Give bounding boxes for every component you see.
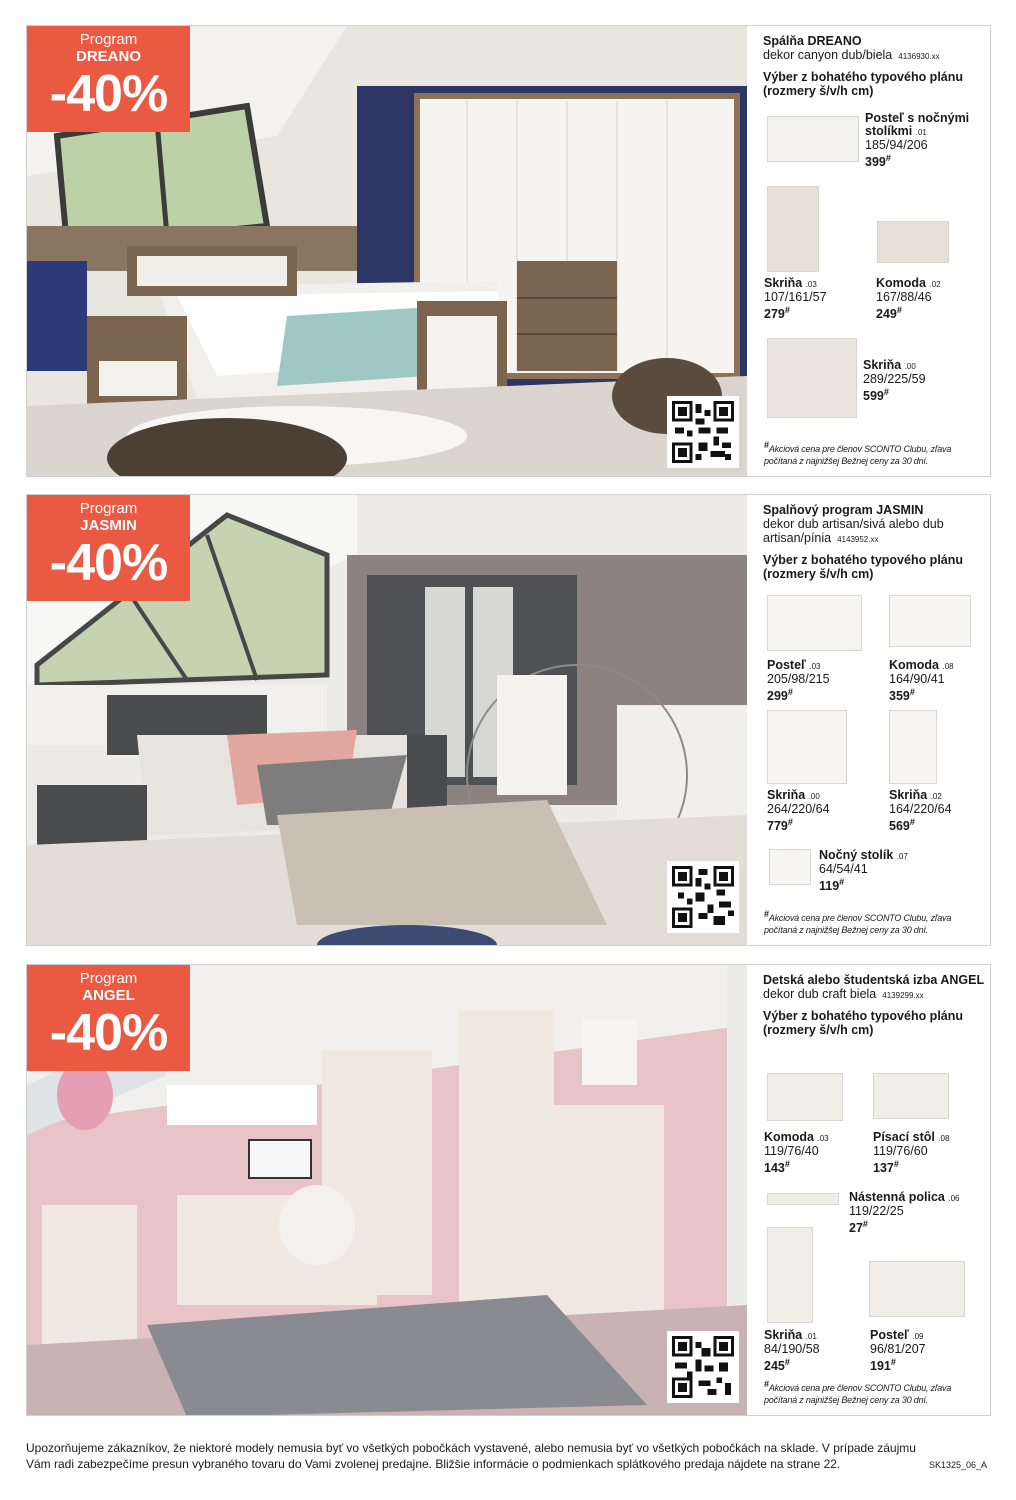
badge-discount: -40%	[49, 1004, 168, 1062]
price-value: 779	[767, 819, 788, 834]
product-image-desk[interactable]	[873, 1073, 949, 1119]
product-code: .00	[808, 792, 820, 801]
product-price	[889, 816, 989, 833]
product-image-bed[interactable]	[767, 116, 859, 162]
program-panel-dreano	[26, 25, 991, 477]
discount-badge	[27, 965, 190, 1071]
decor-text: dekor canyon dub/biela	[763, 48, 893, 62]
price-value: 249	[876, 307, 897, 322]
product-item	[849, 1191, 989, 1235]
article-code: 4139299.xx	[882, 991, 924, 1000]
price-value: 137	[873, 1161, 894, 1176]
program-info	[763, 503, 985, 581]
article-code: 4143952.xx	[837, 535, 879, 544]
product-name: Nočný stolík	[819, 848, 894, 862]
product-image-dresser[interactable]	[877, 221, 949, 263]
product-dimensions: 119/76/60	[873, 1144, 928, 1158]
product-image-large-wardrobe[interactable]	[767, 338, 857, 418]
note-text: Akciová cena pre členov SCONTO Clubu, zľava počítaná z najnižšej Bežnej ceny za 30 dní.	[764, 1383, 952, 1405]
price-value: 119	[819, 879, 840, 894]
product-name: Nástenná polica	[849, 1190, 945, 1204]
badge-label: Program	[79, 970, 138, 987]
product-dimensions: 167/88/46	[876, 290, 932, 304]
product-name: Komoda	[889, 658, 939, 672]
product-price	[863, 386, 983, 403]
product-dimensions: 119/22/25	[849, 1204, 904, 1218]
program-title: Spalňový program JASMIN	[763, 503, 924, 517]
product-name: Skriňa	[863, 358, 902, 372]
badge-program-name: ANGEL	[82, 987, 135, 1004]
product-name: Komoda	[876, 276, 926, 290]
club-price-note	[764, 439, 986, 467]
product-item	[764, 1329, 869, 1373]
price-mark: #	[784, 1159, 790, 1169]
product-dimensions: 289/225/59	[863, 372, 926, 386]
product-image-bed[interactable]	[767, 595, 862, 651]
badge-discount: -40%	[49, 534, 168, 592]
product-code: .03	[805, 280, 817, 289]
program-info	[763, 973, 985, 1037]
product-price	[849, 1218, 989, 1235]
price-value: 279	[764, 307, 785, 322]
product-name: Komoda	[764, 1130, 814, 1144]
product-price	[873, 1158, 985, 1175]
product-price	[767, 816, 877, 833]
product-image-dresser[interactable]	[767, 1073, 843, 1121]
price-value: 359	[889, 689, 910, 704]
product-dimensions: 96/81/207	[870, 1342, 926, 1356]
product-name: Skriňa	[889, 788, 928, 802]
product-image-wardrobe[interactable]	[767, 1227, 813, 1323]
decor-text: dekor dub craft biela	[763, 987, 877, 1001]
product-code: .09	[912, 1332, 924, 1341]
price-value: 599	[863, 389, 884, 404]
product-name: Posteľ	[767, 658, 806, 672]
club-price-note	[764, 1378, 986, 1406]
product-price	[870, 1356, 985, 1373]
price-value: 27	[849, 1221, 863, 1236]
note-mark: #	[764, 1379, 769, 1389]
product-name: Skriňa	[767, 788, 806, 802]
product-code: .01	[805, 1332, 817, 1341]
product-item	[865, 112, 985, 169]
product-item	[876, 277, 986, 321]
product-dimensions: 185/94/206	[865, 138, 928, 152]
badge-program-name: JASMIN	[80, 517, 137, 534]
price-mark: #	[909, 687, 915, 697]
product-dimensions: 119/76/40	[764, 1144, 819, 1158]
price-mark: #	[909, 817, 915, 827]
badge-program-name: DREANO	[75, 48, 141, 65]
product-price	[764, 304, 864, 321]
product-item	[863, 359, 983, 403]
product-dimensions: 264/220/64	[767, 802, 830, 816]
program-panel-angel	[26, 964, 991, 1416]
program-subtitle	[763, 517, 985, 547]
product-item	[873, 1131, 985, 1175]
price-value: 191	[870, 1359, 891, 1374]
price-mark: #	[885, 153, 891, 163]
program-subtitle	[763, 987, 985, 1003]
badge-label: Program	[79, 31, 138, 48]
product-item	[764, 1131, 869, 1175]
product-image-wardrobe[interactable]	[767, 710, 847, 784]
note-text: Akciová cena pre členov SCONTO Clubu, zľava počítaná z najnižšej Bežnej ceny za 30 dní.	[764, 913, 952, 935]
program-panel-jasmin	[26, 494, 991, 946]
price-mark: #	[787, 687, 793, 697]
price-mark: #	[787, 817, 793, 827]
product-dimensions: 107/161/57	[764, 290, 827, 304]
product-image-wardrobe[interactable]	[767, 186, 819, 272]
product-code: .08	[942, 662, 954, 671]
program-subtitle	[763, 48, 985, 64]
price-mark: #	[784, 305, 790, 315]
note-mark: #	[764, 440, 769, 450]
product-item	[889, 789, 989, 833]
dimensions-heading: Výber z bohatého typového plánu (rozmery š/v/h cm)	[763, 1009, 964, 1037]
program-title: Detská alebo študentská izba ANGEL	[763, 973, 985, 987]
product-price	[764, 1356, 869, 1373]
product-item	[870, 1329, 985, 1373]
product-code: .02	[929, 280, 941, 289]
price-value: 569	[889, 819, 910, 834]
footer-disclaimer: Upozorňujeme zákazníkov, že niektoré modely nemusia byť vo všetkých pobočkách vystavené, alebo nemusia byť vo všetkých pobočkách na sklade. V prípade záujmu Vám radi zabezpečíme presun vybraného tovaru do Vami zvolenej predajne. Bližšie informácie o podmienkach splátkového predaja nájdete na strane 22.	[26, 1441, 916, 1471]
product-item	[819, 849, 939, 893]
qr-code-icon[interactable]	[667, 1331, 739, 1403]
product-image-nightstand[interactable]	[769, 849, 811, 885]
product-name: Posteľ s nočnými stolíkmi	[865, 111, 970, 138]
price-mark: #	[890, 1357, 896, 1367]
product-item	[767, 789, 877, 833]
product-name: Skriňa	[764, 276, 803, 290]
club-price-note	[764, 908, 986, 936]
price-mark: #	[839, 877, 845, 887]
product-image-wall-shelf[interactable]	[767, 1193, 839, 1205]
price-mark: #	[896, 305, 902, 315]
product-code: .06	[948, 1194, 960, 1203]
product-price	[764, 1158, 869, 1175]
product-item	[889, 659, 989, 703]
product-image-small-wardrobe[interactable]	[889, 710, 937, 784]
product-code: .08	[938, 1134, 950, 1143]
product-code: .00	[904, 362, 916, 371]
product-name: Písací stôl	[873, 1130, 935, 1144]
discount-badge	[27, 495, 190, 601]
discount-badge	[27, 26, 190, 132]
product-price	[819, 876, 939, 893]
qr-code-icon[interactable]	[667, 396, 739, 468]
product-item	[767, 659, 877, 703]
program-title: Spálňa DREANO	[763, 34, 862, 48]
badge-label: Program	[79, 500, 138, 517]
price-mark: #	[893, 1159, 899, 1169]
product-price	[767, 686, 877, 703]
product-price	[876, 304, 986, 321]
badge-discount: -40%	[49, 65, 168, 123]
decor-text: dekor dub artisan/sivá alebo dub artisan/pínia	[763, 517, 944, 545]
product-dimensions: 64/54/41	[819, 862, 868, 876]
note-mark: #	[764, 909, 769, 919]
dimensions-heading: Výber z bohatého typového plánu (rozmery š/v/h cm)	[763, 553, 964, 581]
product-price	[865, 152, 985, 169]
product-price	[889, 686, 989, 703]
price-mark: #	[883, 387, 889, 397]
product-dimensions: 84/190/58	[764, 1342, 820, 1356]
product-name: Posteľ	[870, 1328, 909, 1342]
price-value: 143	[764, 1161, 785, 1176]
product-image-bed[interactable]	[869, 1261, 965, 1317]
qr-code-icon[interactable]	[667, 861, 739, 933]
article-code: 4136930.xx	[898, 52, 940, 61]
product-code: .03	[817, 1134, 829, 1143]
product-code: .02	[930, 792, 942, 801]
product-name: Skriňa	[764, 1328, 803, 1342]
product-dimensions: 205/98/215	[767, 672, 830, 686]
price-mark: #	[862, 1219, 868, 1229]
page-code: SK1325_06_A	[929, 1460, 988, 1470]
product-item	[764, 277, 864, 321]
price-value: 399	[865, 155, 886, 170]
product-dimensions: 164/220/64	[889, 802, 952, 816]
price-value: 299	[767, 689, 788, 704]
product-code: .07	[896, 852, 908, 861]
product-code: .03	[809, 662, 821, 671]
product-image-dresser[interactable]	[889, 595, 971, 647]
product-dimensions: 164/90/41	[889, 672, 945, 686]
price-mark: #	[784, 1357, 790, 1367]
dimensions-heading: Výber z bohatého typového plánu (rozmery š/v/h cm)	[763, 70, 964, 98]
price-value: 245	[764, 1359, 785, 1374]
program-info	[763, 34, 985, 98]
note-text: Akciová cena pre členov SCONTO Clubu, zľava počítaná z najnižšej Bežnej ceny za 30 dní.	[764, 444, 952, 466]
product-code: .01	[915, 128, 927, 137]
